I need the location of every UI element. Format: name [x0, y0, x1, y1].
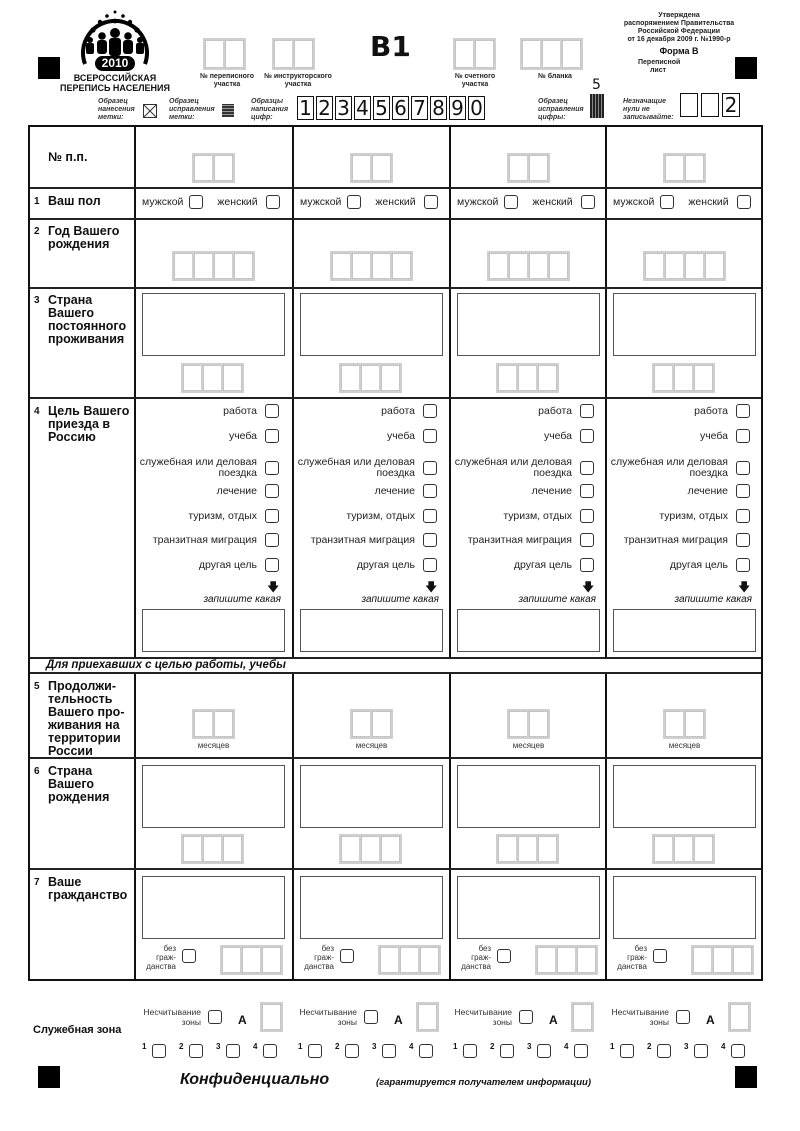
service-checkbox[interactable]	[463, 1044, 477, 1058]
birth-country-code-field[interactable]	[496, 834, 556, 864]
other-purpose-input[interactable]	[300, 609, 443, 652]
purpose-checkbox[interactable]	[580, 558, 594, 572]
residence-country-code-field[interactable]	[339, 363, 399, 393]
other-purpose-input[interactable]	[142, 609, 285, 652]
purpose-checkbox[interactable]	[580, 404, 594, 418]
person-column	[136, 127, 291, 979]
service-checkbox[interactable]	[382, 1044, 396, 1058]
sample-mark-icon	[143, 104, 157, 118]
purpose-checkbox[interactable]	[736, 509, 750, 523]
service-zone	[608, 1002, 758, 1062]
stay-duration-field[interactable]	[663, 709, 703, 739]
write-which-label: запишите какая	[674, 594, 752, 605]
birth-year-field[interactable]	[643, 251, 723, 281]
approval-text	[618, 12, 740, 44]
purpose-option	[454, 533, 594, 547]
service-check-label: 3	[684, 1042, 689, 1051]
citizenship-code-field[interactable]	[378, 945, 438, 975]
sample-digit: 1	[297, 96, 314, 120]
row-label-text: Цель Вашего приезда в Россию	[48, 404, 130, 444]
purpose-option-label: туризм, отдых	[346, 509, 415, 522]
counting-district-label: № счетного участка	[454, 73, 496, 88]
purpose-checkbox[interactable]	[265, 461, 279, 475]
citizenship-code-field[interactable]	[220, 945, 280, 975]
sex-male-checkbox[interactable]	[504, 195, 518, 209]
service-check-label: 1	[142, 1042, 147, 1051]
stateless-checkbox[interactable]	[653, 949, 667, 963]
sex-options	[613, 195, 751, 209]
person-number-field[interactable]	[192, 153, 232, 183]
purpose-option-label: лечение	[374, 484, 415, 497]
purpose-checkbox[interactable]	[423, 461, 437, 475]
purpose-option	[454, 404, 594, 418]
purpose-checkbox[interactable]	[265, 533, 279, 547]
purpose-option-label: транзитная миграция	[152, 533, 257, 546]
purpose-option	[297, 404, 437, 418]
service-checkbox[interactable]	[694, 1044, 708, 1058]
row-label-text: Продолжи-тельность Вашего про-живания на территории России	[48, 679, 125, 758]
purpose-option	[139, 404, 279, 418]
service-checkbox[interactable]	[537, 1044, 551, 1058]
sex-male-label: мужской	[300, 196, 342, 208]
purpose-checkbox[interactable]	[736, 484, 750, 498]
write-which-label: запишите какая	[361, 594, 439, 605]
purpose-checkbox[interactable]	[265, 509, 279, 523]
purpose-option-label: другая цель	[356, 558, 415, 571]
service-check-label: 1	[298, 1042, 303, 1051]
person-number-field[interactable]	[507, 153, 547, 183]
sample-fix-digit-label: Образец исправления цифры:	[538, 98, 584, 121]
purpose-checkbox[interactable]	[265, 404, 279, 418]
sample-digit: 7	[411, 96, 428, 120]
residence-country-code-field[interactable]	[652, 363, 712, 393]
purpose-option-label: работа	[694, 404, 728, 417]
purpose-option-label: работа	[223, 404, 257, 417]
stateless-label: без граж-данства	[146, 944, 176, 971]
service-check-label: 2	[179, 1042, 184, 1051]
purpose-option	[139, 533, 279, 547]
stay-duration-field[interactable]	[350, 709, 390, 739]
purpose-option-label: учеба	[386, 429, 415, 442]
census-logo	[60, 2, 170, 98]
service-zone	[296, 1002, 446, 1062]
birth-country-code-field[interactable]	[652, 834, 712, 864]
purpose-checkbox[interactable]	[423, 558, 437, 572]
service-checkbox[interactable]	[345, 1044, 359, 1058]
purpose-option	[610, 457, 750, 479]
purpose-checkbox[interactable]	[423, 484, 437, 498]
birth-country-input[interactable]	[142, 765, 285, 828]
purpose-option	[454, 558, 594, 572]
purpose-option-label: туризм, отдых	[188, 509, 257, 522]
arrow-down-icon: 🡇	[582, 580, 595, 594]
sheet-type: Переписной лист	[638, 59, 681, 74]
service-checkbox[interactable]	[657, 1044, 671, 1058]
service-check-label: 4	[409, 1042, 414, 1051]
sample-digit: 2	[316, 96, 333, 120]
purpose-option	[139, 509, 279, 523]
registration-marker-top-left	[38, 57, 60, 79]
purpose-option	[610, 509, 750, 523]
sample-fix-mark-icon	[222, 104, 234, 117]
stateless-checkbox[interactable]	[340, 949, 354, 963]
months-label: месяцев	[197, 741, 230, 750]
sample-fix-digit-icon	[590, 94, 604, 118]
sample-digits-label: Образцы написания цифр:	[251, 98, 289, 121]
write-which-label: запишите какая	[518, 594, 596, 605]
row-number: 3	[34, 295, 40, 306]
purpose-option-label: служебная или деловая поездка	[297, 456, 415, 479]
counting-district-number-field[interactable]	[453, 38, 493, 70]
service-check-label: 4	[253, 1042, 258, 1051]
instructor-district-label: № инструкторского участка	[264, 73, 332, 88]
census-district-number-field[interactable]	[203, 38, 243, 70]
sample-digit: 9	[449, 96, 466, 120]
purpose-option-label: транзитная миграция	[623, 533, 728, 546]
purpose-checkbox[interactable]	[580, 461, 594, 475]
sex-female-checkbox[interactable]	[581, 195, 595, 209]
purpose-option-label: туризм, отдых	[659, 509, 728, 522]
purpose-checkbox[interactable]	[736, 533, 750, 547]
leading-zeros-digit: 2	[722, 93, 740, 117]
citizenship-input[interactable]	[613, 876, 756, 939]
residence-country-input[interactable]	[457, 293, 600, 356]
zone-code-field[interactable]	[260, 1002, 280, 1032]
residence-country-input[interactable]	[613, 293, 756, 356]
service-check-label: 1	[453, 1042, 458, 1051]
purpose-option-label: служебная или деловая поездка	[610, 456, 728, 479]
sex-female-checkbox[interactable]	[266, 195, 280, 209]
purpose-option	[297, 533, 437, 547]
purpose-checkbox[interactable]	[423, 509, 437, 523]
purpose-checkbox[interactable]	[580, 484, 594, 498]
nonread-checkbox[interactable]	[208, 1010, 222, 1024]
service-zone	[451, 1002, 601, 1062]
row-number: 2	[34, 226, 40, 237]
confidential-label: Конфиденциально	[180, 1071, 330, 1088]
purpose-option	[454, 429, 594, 443]
purpose-checkbox[interactable]	[580, 429, 594, 443]
service-checkbox[interactable]	[263, 1044, 277, 1058]
arrow-down-icon: 🡇	[267, 580, 280, 594]
months-label: месяцев	[512, 741, 545, 750]
approval-line: от 16 декабря 2009 г. №1990-р	[627, 36, 731, 43]
purpose-option-label: другая цель	[513, 558, 572, 571]
guarantee-label: (гарантируется получателем информации)	[376, 1077, 592, 1088]
sex-male-checkbox[interactable]	[189, 195, 203, 209]
row-number: 1	[34, 196, 40, 207]
row-number: 6	[34, 766, 40, 777]
months-label: месяцев	[355, 741, 388, 750]
citizenship-input[interactable]	[300, 876, 443, 939]
row-number: 5	[34, 681, 40, 692]
stateless-checkbox[interactable]	[182, 949, 196, 963]
purpose-option-label: учеба	[228, 429, 257, 442]
sample-digits	[297, 96, 487, 120]
form-name: Форма В	[659, 46, 699, 56]
sample-digit: 8	[430, 96, 447, 120]
write-which-label: запишите какая	[203, 594, 281, 605]
sample-digit: 4	[354, 96, 371, 120]
purpose-checkbox[interactable]	[265, 429, 279, 443]
purpose-checkbox[interactable]	[736, 429, 750, 443]
purpose-option	[297, 509, 437, 523]
sex-options	[457, 195, 595, 209]
stateless-label: без граж-данства	[617, 944, 647, 971]
sex-female-checkbox[interactable]	[737, 195, 751, 209]
sample-digit: 0	[468, 96, 485, 120]
service-check-label: 2	[647, 1042, 652, 1051]
sex-female-label: женский	[217, 196, 258, 208]
citizenship-input[interactable]	[142, 876, 285, 939]
purpose-option-label: лечение	[531, 484, 572, 497]
form-number-label: № бланка	[538, 73, 572, 80]
service-check-label: 1	[610, 1042, 615, 1051]
stateless-label: без граж-данства	[304, 944, 334, 971]
purpose-checkbox[interactable]	[736, 461, 750, 475]
form-code: B1	[370, 30, 411, 63]
residence-country-input[interactable]	[142, 293, 285, 356]
zone-letter: А	[706, 1013, 715, 1027]
months-label: месяцев	[668, 741, 701, 750]
stateless-checkbox[interactable]	[497, 949, 511, 963]
nonread-label: Несчитывание зоны	[454, 1007, 512, 1027]
purpose-option	[454, 457, 594, 479]
purpose-option	[139, 484, 279, 498]
person-number-field[interactable]	[663, 153, 703, 183]
sample-fix-digit: 5	[592, 77, 601, 93]
nonread-label: Несчитывание зоны	[143, 1007, 201, 1027]
arrow-down-icon: 🡇	[738, 580, 751, 594]
purpose-option	[139, 457, 279, 479]
purpose-option	[297, 429, 437, 443]
service-zone-title: Служебная зона	[33, 1024, 122, 1036]
purpose-option	[139, 558, 279, 572]
purpose-option-label: транзитная миграция	[467, 533, 572, 546]
purpose-option	[454, 484, 594, 498]
row-number: 4	[34, 406, 40, 417]
citizenship-code-field[interactable]	[535, 945, 595, 975]
purpose-checkbox[interactable]	[265, 484, 279, 498]
person-column	[451, 127, 606, 979]
sex-female-label: женский	[375, 196, 416, 208]
residence-country-input[interactable]	[300, 293, 443, 356]
service-check-label: 3	[372, 1042, 377, 1051]
sample-mark-label: Образец нанесения метки:	[98, 98, 135, 121]
row-label-text: Ваш пол	[48, 194, 101, 208]
birth-year-field[interactable]	[172, 251, 252, 281]
census-table	[28, 125, 763, 981]
service-zone	[140, 1002, 290, 1062]
sex-female-label: женский	[532, 196, 573, 208]
purpose-option-label: туризм, отдых	[503, 509, 572, 522]
purpose-checkbox[interactable]	[736, 404, 750, 418]
purpose-option-label: работа	[381, 404, 415, 417]
row-label-text: Ваше гражданство	[48, 875, 128, 902]
birth-country-input[interactable]	[613, 765, 756, 828]
sex-male-checkbox[interactable]	[660, 195, 674, 209]
service-checkbox[interactable]	[574, 1044, 588, 1058]
sex-male-label: мужской	[613, 196, 655, 208]
sample-digit: 5	[373, 96, 390, 120]
sample-digit: 6	[392, 96, 409, 120]
purpose-checkbox[interactable]	[736, 558, 750, 572]
service-checkbox[interactable]	[152, 1044, 166, 1058]
birth-year-field[interactable]	[487, 251, 567, 281]
nonread-checkbox[interactable]	[364, 1010, 378, 1024]
purpose-option-label: лечение	[216, 484, 257, 497]
citizenship-input[interactable]	[457, 876, 600, 939]
instructor-district-number-field[interactable]	[272, 38, 312, 70]
purpose-option-label: другая цель	[198, 558, 257, 571]
section-note: Для приехавших с целью работы, учебы	[46, 659, 286, 671]
service-check-label: 3	[527, 1042, 532, 1051]
sex-male-label: мужской	[457, 196, 499, 208]
service-checkbox[interactable]	[620, 1044, 634, 1058]
other-purpose-input[interactable]	[613, 609, 756, 652]
purpose-option-label: учеба	[699, 429, 728, 442]
purpose-option	[297, 457, 437, 479]
form-number-field[interactable]	[520, 38, 580, 70]
service-checkbox[interactable]	[308, 1044, 322, 1058]
purpose-option-label: учеба	[543, 429, 572, 442]
stay-duration-field[interactable]	[192, 709, 232, 739]
purpose-checkbox[interactable]	[423, 404, 437, 418]
service-checkbox[interactable]	[731, 1044, 745, 1058]
sample-digit: 3	[335, 96, 352, 120]
service-checkbox[interactable]	[189, 1044, 203, 1058]
row-label-text: Страна Вашего рождения	[48, 764, 110, 804]
citizenship-code-field[interactable]	[691, 945, 751, 975]
stay-duration-field[interactable]	[507, 709, 547, 739]
zone-code-field[interactable]	[728, 1002, 748, 1032]
leading-zeros-label: Незначащие нули не записывайте:	[623, 98, 674, 121]
row-label-text: Страна Вашего постоянного проживания	[48, 293, 127, 346]
purpose-option-label: служебная или деловая поездка	[139, 456, 257, 479]
sex-male-checkbox[interactable]	[347, 195, 361, 209]
service-checkbox[interactable]	[226, 1044, 240, 1058]
zone-letter: А	[238, 1013, 247, 1027]
purpose-option	[610, 484, 750, 498]
purpose-checkbox[interactable]	[580, 509, 594, 523]
person-column	[607, 127, 762, 979]
sex-female-label: женский	[688, 196, 729, 208]
purpose-option	[297, 558, 437, 572]
logo-year: 2010	[101, 56, 129, 70]
person-column	[294, 127, 449, 979]
residence-country-code-field[interactable]	[181, 363, 241, 393]
birth-year-field[interactable]	[330, 251, 410, 281]
purpose-option-label: работа	[538, 404, 572, 417]
service-check-label: 3	[216, 1042, 221, 1051]
service-check-label: 4	[564, 1042, 569, 1051]
purpose-option	[139, 429, 279, 443]
purpose-option	[454, 509, 594, 523]
nonread-checkbox[interactable]	[519, 1010, 533, 1024]
sex-female-checkbox[interactable]	[424, 195, 438, 209]
sex-male-label: мужской	[142, 196, 184, 208]
purpose-option	[610, 558, 750, 572]
purpose-option-label: служебная или деловая поездка	[454, 456, 572, 479]
birth-country-code-field[interactable]	[181, 834, 241, 864]
purpose-option-label: лечение	[687, 484, 728, 497]
leading-zeros-example	[680, 93, 740, 117]
purpose-checkbox[interactable]	[423, 429, 437, 443]
logo-line-2: ПЕРЕПИСЬ НАСЕЛЕНИЯ	[60, 83, 170, 93]
birth-country-code-field[interactable]	[339, 834, 399, 864]
other-purpose-input[interactable]	[457, 609, 600, 652]
zone-code-field[interactable]	[416, 1002, 436, 1032]
approval-line: Утверждена	[658, 12, 700, 19]
row-label-text: № п.п.	[48, 150, 88, 164]
purpose-option	[610, 404, 750, 418]
purpose-option	[610, 533, 750, 547]
arrow-down-icon: 🡇	[425, 580, 438, 594]
service-checkbox[interactable]	[419, 1044, 433, 1058]
purpose-checkbox[interactable]	[423, 533, 437, 547]
purpose-option-label: другая цель	[669, 558, 728, 571]
approval-line: распоряжением Правительства	[623, 20, 735, 27]
purpose-option	[610, 429, 750, 443]
service-checkbox[interactable]	[500, 1044, 514, 1058]
sample-fix-mark-label: Образец исправления метки:	[169, 98, 215, 121]
registration-marker-bottom-right	[735, 1066, 757, 1088]
purpose-option-label: транзитная миграция	[310, 533, 415, 546]
birth-country-input[interactable]	[300, 765, 443, 828]
stateless-label: без граж-данства	[461, 944, 491, 971]
person-number-field[interactable]	[350, 153, 390, 183]
sex-options	[142, 195, 280, 209]
census-district-label: № переписного участка	[199, 73, 255, 88]
sex-options	[300, 195, 438, 209]
logo-line-1: ВСЕРОССИЙСКАЯ	[73, 73, 157, 83]
approval-line: Российской Федерации	[637, 28, 721, 35]
purpose-option	[297, 484, 437, 498]
registration-marker-top-right	[735, 57, 757, 79]
service-check-label: 2	[335, 1042, 340, 1051]
nonread-label: Несчитывание зоны	[299, 1007, 357, 1027]
zone-letter: А	[549, 1013, 558, 1027]
nonread-checkbox[interactable]	[676, 1010, 690, 1024]
zone-letter: А	[394, 1013, 403, 1027]
zone-code-field[interactable]	[571, 1002, 591, 1032]
row-label-text: Год Вашего рождения	[48, 224, 120, 251]
residence-country-code-field[interactable]	[496, 363, 556, 393]
birth-country-input[interactable]	[457, 765, 600, 828]
purpose-checkbox[interactable]	[580, 533, 594, 547]
service-check-label: 2	[490, 1042, 495, 1051]
row-number: 7	[34, 877, 40, 888]
purpose-checkbox[interactable]	[265, 558, 279, 572]
registration-marker-bottom-left	[38, 1066, 60, 1088]
service-check-label: 4	[721, 1042, 726, 1051]
nonread-label: Несчитывание зоны	[611, 1007, 669, 1027]
